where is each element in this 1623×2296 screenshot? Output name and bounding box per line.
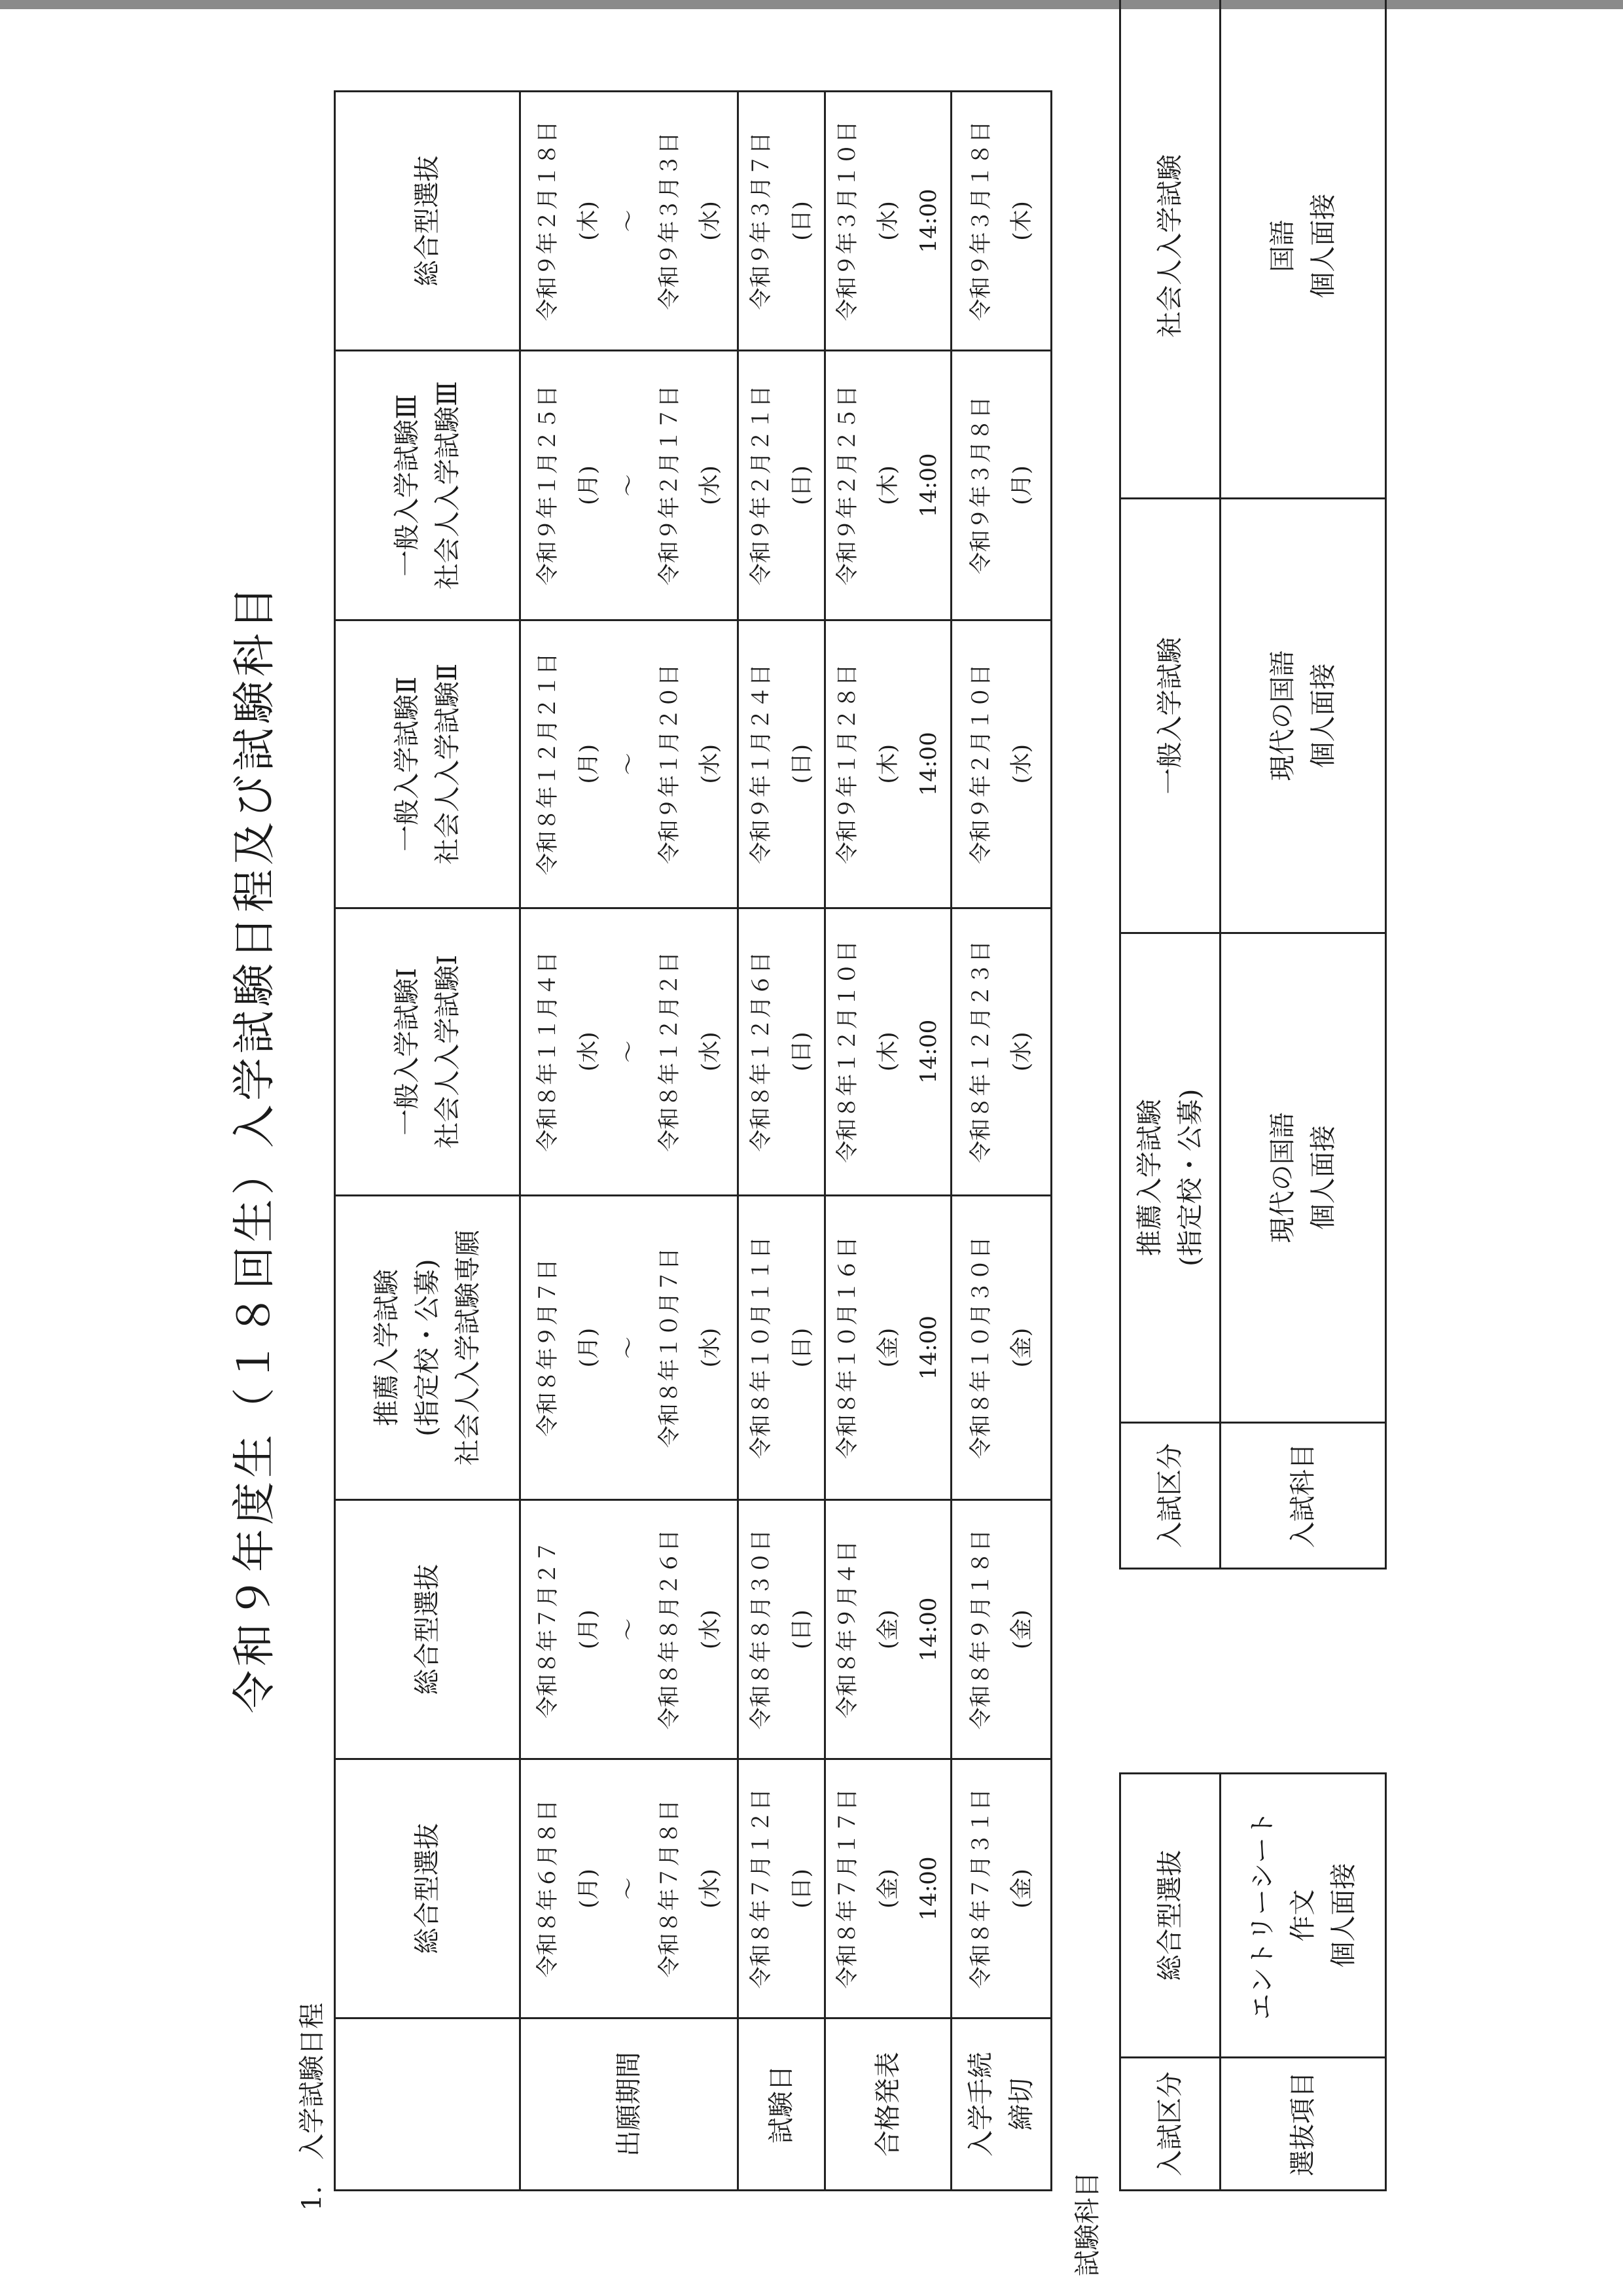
col-header: 一般入学試験Ⅱ 社会人入学試験Ⅱ [335, 620, 520, 908]
exam-category-value: 推薦入学試験 (指定校・公募) [1120, 933, 1221, 1422]
result-cell: 令和８年７月１７日 (金) 14:00 [825, 1759, 952, 2018]
deadline-cell: 令和８年１２月２３日 (水) [952, 908, 1052, 1196]
result-cell: 令和９年２月２５日 (木) 14:00 [825, 350, 952, 620]
deadline-cell: 令和９年２月１０日 (水) [952, 620, 1052, 908]
row-label-deadline: 入学手続 締切 [952, 2018, 1052, 2191]
section-heading-schedule: 1. 入学試験日程 [297, 2002, 327, 2211]
col-header: 総合型選抜 [335, 1759, 520, 2018]
selection-items-value: エントリーシート 作文 個人面接 [1221, 1774, 1386, 2058]
row-label-apply: 出願期間 [520, 2018, 738, 2191]
col-header: 一般入学試験Ⅰ 社会人入学試験Ⅰ [335, 908, 520, 1196]
apply-cell: 令和８年９月７日 (月) ～ 令和８年１０月７日 (水) [520, 1196, 738, 1500]
apply-cell: 令和９年１月２５日 (月) ～ 令和９年２月１７日 (水) [520, 350, 738, 620]
exam-subjects-value: 国語 個人面接 [1221, 0, 1386, 499]
apply-cell: 令和９年２月１８日 (木) ～ 令和９年３月３日 (水) [520, 92, 738, 351]
schedule-table [334, 90, 1052, 2191]
col-header: 推薦入学試験 (指定校・公募) 社会人入学試験専願 [335, 1196, 520, 1500]
exam-cell: 令和９年２月２１日 (日) [738, 350, 825, 620]
deadline-cell: 令和８年１０月３０日 (金) [952, 1196, 1052, 1500]
exam-category-value: 社会人入学試験 [1120, 0, 1221, 499]
section-heading-subjects: 試験科目 [1073, 2172, 1103, 2276]
result-cell: 令和８年９月４日 (金) 14:00 [825, 1500, 952, 1759]
exam-category-value: 一般入学試験 [1120, 499, 1221, 933]
exam-cell: 令和８年８月３０日 (日) [738, 1500, 825, 1759]
exam-category-label: 入試区分 [1120, 2058, 1221, 2191]
deadline-cell: 令和８年９月１８日 (金) [952, 1500, 1052, 1759]
col-header: 一般入学試験Ⅲ 社会人入学試験Ⅲ [335, 350, 520, 620]
selection-items-label: 選抜項目 [1221, 2058, 1386, 2191]
deadline-cell: 令和９年３月１８日 (木) [952, 92, 1052, 351]
row-label-result: 合格発表 [825, 2018, 952, 2191]
subjects-table-comprehensive [1119, 1772, 1387, 2191]
exam-subjects-value: 現代の国語 個人面接 [1221, 499, 1386, 933]
row-label-exam: 試験日 [738, 2018, 825, 2191]
result-cell: 令和９年１月２８日 (木) 14:00 [825, 620, 952, 908]
result-cell: 令和８年１２月１０日 (木) 14:00 [825, 908, 952, 1196]
exam-category-label: 入試区分 [1120, 1423, 1221, 1569]
exam-cell: 令和９年１月２４日 (日) [738, 620, 825, 908]
subjects-table-others [1119, 0, 1387, 1570]
apply-cell: 令和８年７月２７ (月) ～ 令和８年８月２６日 (水) [520, 1500, 738, 1759]
deadline-cell: 令和９年３月８日 (月) [952, 350, 1052, 620]
apply-cell: 令和８年１２月２１日 (月) ～ 令和９年１月２０日 (水) [520, 620, 738, 908]
exam-cell: 令和８年１２月６日 (日) [738, 908, 825, 1196]
exam-subjects-value: 現代の国語 個人面接 [1221, 933, 1386, 1422]
col-header: 総合型選抜 [335, 1500, 520, 1759]
exam-cell: 令和９年３月７日 (日) [738, 92, 825, 351]
result-cell: 令和８年１０月１６日 (金) 14:00 [825, 1196, 952, 1500]
col-header: 総合型選抜 [335, 92, 520, 351]
schedule-corner [335, 2018, 520, 2191]
exam-cell: 令和８年１０月１１日 (日) [738, 1196, 825, 1500]
deadline-cell: 令和８年７月３１日 (金) [952, 1759, 1052, 2018]
apply-cell: 令和８年６月８日 (月) ～ 令和８年７月８日 (水) [520, 1759, 738, 2018]
exam-category-value: 総合型選抜 [1120, 1774, 1221, 2058]
exam-cell: 令和８年７月１２日 (日) [738, 1759, 825, 2018]
page-title: 令和９年度生（１８回生）入学試験日程及び試験科目 [229, 583, 279, 1713]
result-cell: 令和９年３月１０日 (水) 14:00 [825, 92, 952, 351]
apply-cell: 令和８年１１月４日 (水) ～ 令和８年１２月２日 (水) [520, 908, 738, 1196]
exam-subjects-label: 入試科目 [1221, 1423, 1386, 1569]
